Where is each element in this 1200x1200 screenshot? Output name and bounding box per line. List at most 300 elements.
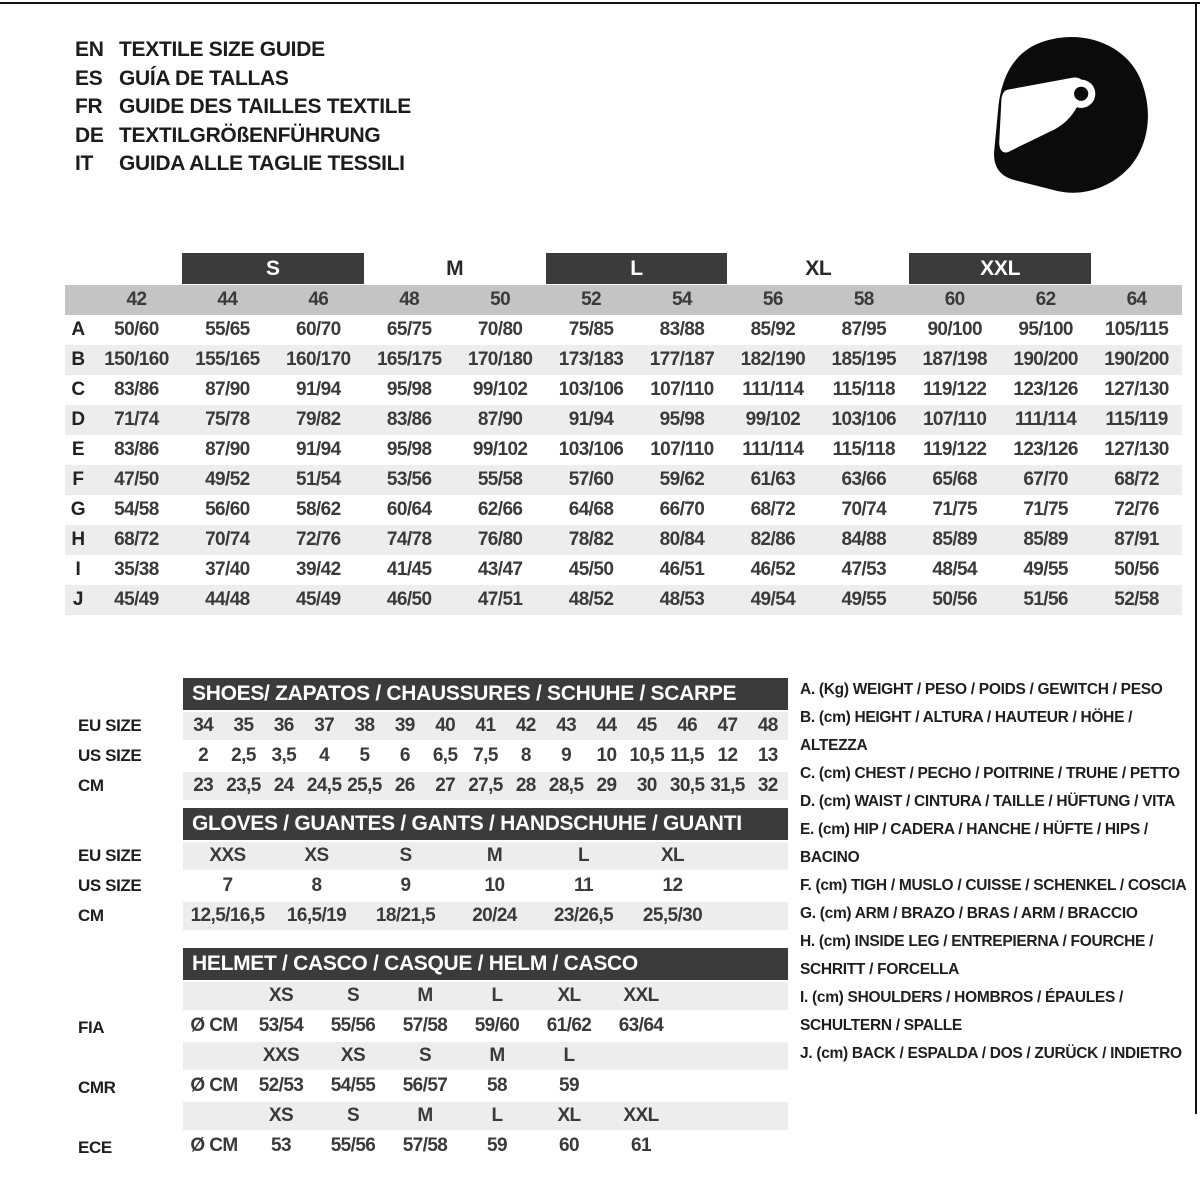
- size-number: 56: [762, 289, 783, 310]
- measurement-cell: 187/198: [922, 349, 987, 370]
- textile-size-table: [65, 252, 1182, 615]
- measurement-cell: 59/62: [659, 469, 705, 490]
- measurement-cell: 65/75: [386, 319, 432, 340]
- language-code: EN: [75, 38, 104, 61]
- shoes-us-row: [183, 742, 788, 770]
- glove-us-size: 8: [311, 875, 322, 896]
- textile-row-g: [65, 495, 1182, 525]
- measurement-cell: 85/89: [932, 529, 977, 550]
- measurement-cell: 95/98: [386, 439, 432, 460]
- measurement-cell: 103/106: [558, 379, 624, 400]
- measurement-cell: 49/52: [205, 469, 250, 490]
- helmet-circumference: 56/57: [402, 1075, 448, 1096]
- measurement-cell: 127/130: [1104, 439, 1169, 460]
- helmet-ece-sizes-row: [183, 1102, 788, 1130]
- helmet-cmr-label: CMR: [78, 1078, 116, 1097]
- shoe-eu-size: 35: [233, 715, 254, 736]
- language-label: GUIDE DES TAILLES TEXTILE: [119, 95, 411, 118]
- measurement-cell: 55/65: [205, 319, 250, 340]
- measurement-cell: 57/60: [568, 469, 614, 490]
- measurement-cell: 190/200: [1104, 349, 1169, 370]
- shoe-us-size: 7,5: [473, 745, 498, 766]
- glove-us-size: 12: [662, 875, 683, 896]
- helmet-circumference: 60: [559, 1135, 579, 1156]
- measurement-cell: 37/40: [205, 559, 250, 580]
- helmet-size: XS: [268, 985, 294, 1006]
- measurement-cell: 107/110: [922, 409, 987, 430]
- measurement-cell: 170/180: [467, 349, 533, 370]
- shoe-us-size: 10,5: [629, 745, 665, 766]
- measurement-cell: 45/49: [296, 589, 341, 610]
- helmet-fia-values-row: [183, 1012, 788, 1040]
- helmet-size: XS: [340, 1045, 366, 1066]
- gloves-cm-row: [183, 902, 788, 930]
- helmet-circumference: 63/64: [618, 1015, 664, 1036]
- shoes-section-header: SHOES/ ZAPATOS / CHAUSSURES / SCHUHE / SCARPE: [183, 678, 788, 710]
- measurement-cell: 56/60: [205, 499, 250, 520]
- shoe-us-size: 4: [319, 745, 330, 766]
- row-key: A: [71, 319, 85, 340]
- shoe-cm-size: 24: [273, 775, 294, 796]
- shoe-us-size: 2: [198, 745, 209, 766]
- shoe-eu-size: 43: [556, 715, 577, 736]
- shoes-cm-label: CM: [78, 776, 104, 795]
- measurement-cell: 185/195: [831, 349, 897, 370]
- measurement-cell: 47/51: [477, 589, 523, 610]
- size-number: 50: [490, 289, 511, 310]
- measurement-cell: 111/114: [1014, 409, 1077, 430]
- language-row-en: [75, 36, 411, 65]
- measurement-cell: 71/75: [1023, 499, 1068, 520]
- helmet-circumference: 61: [631, 1135, 651, 1156]
- legend-item-e: E. (cm) HIP / CADERA / HANCHE / HÜFTE / HIPS / BACINO: [800, 821, 1148, 866]
- shoes-us-size-label: US SIZE: [78, 746, 142, 765]
- shoe-us-size: 9: [561, 745, 572, 766]
- shoe-eu-size: 37: [314, 715, 335, 736]
- language-code: ES: [75, 66, 103, 90]
- measurement-cell: 64/68: [568, 499, 614, 520]
- glove-us-size: 7: [222, 875, 233, 896]
- measurement-cell: 48/54: [932, 559, 977, 580]
- measurement-cell: 83/86: [114, 439, 159, 460]
- glove-eu-size: XL: [660, 845, 685, 866]
- textile-row-h: [65, 525, 1182, 555]
- helmet-circumference: 59/60: [474, 1015, 520, 1036]
- measurement-cell: 35/38: [114, 559, 159, 580]
- glove-eu-size: S: [399, 845, 412, 866]
- racing-helmet-icon: [982, 32, 1154, 194]
- language-label: TEXTILGRÖßENFÜHRUNG: [119, 123, 381, 147]
- measurement-cell: 75/78: [205, 409, 250, 430]
- helmet-size: L: [491, 985, 503, 1006]
- row-key: F: [72, 469, 84, 490]
- measurement-cell: 190/200: [1013, 349, 1078, 370]
- size-number: 62: [1035, 289, 1056, 310]
- glove-cm-size: 16,5/19: [286, 905, 347, 926]
- size-number: 42: [126, 289, 147, 310]
- measurement-cell: 46/51: [659, 559, 705, 580]
- measurement-cell: 127/130: [1104, 379, 1169, 400]
- measurement-cell: 105/115: [1104, 319, 1169, 340]
- measurement-cell: 87/91: [1114, 529, 1159, 550]
- textile-row-i: [65, 555, 1182, 585]
- shoe-us-size: 3,5: [271, 745, 297, 766]
- shoe-eu-size: 45: [636, 715, 657, 736]
- measurement-cell: 90/100: [927, 319, 982, 340]
- measurement-cell: 51/56: [1023, 589, 1068, 610]
- measurement-cell: 76/80: [477, 529, 523, 550]
- shoes-eu-row: [183, 712, 788, 740]
- helmet-circumference: 58: [487, 1075, 507, 1096]
- diameter-cm-unit: Ø CM: [190, 1135, 238, 1156]
- measurement-cell: 47/53: [841, 559, 887, 580]
- legend-item-f: F. (cm) TIGH / MUSLO / CUISSE / SCHENKEL / COSCIA: [800, 877, 1187, 894]
- shoe-eu-size: 34: [193, 715, 214, 736]
- measurement-cell: 70/74: [841, 499, 887, 520]
- measurement-cell: 68/72: [750, 499, 796, 520]
- numeric-sizes-band: [65, 285, 1182, 315]
- language-label: TEXTILE SIZE GUIDE: [119, 38, 325, 61]
- gloves-cm-label: CM: [78, 906, 104, 925]
- glove-cm-size: 18/21,5: [375, 905, 436, 926]
- shoe-us-size: 6: [399, 745, 410, 766]
- glove-eu-size: XXS: [209, 845, 246, 866]
- language-row-it: [75, 150, 411, 179]
- measurement-cell: 49/55: [1023, 559, 1068, 580]
- measurement-cell: 51/54: [296, 469, 341, 490]
- helmet-size: S: [346, 1105, 360, 1126]
- shoe-eu-size: 41: [475, 715, 496, 736]
- gloves-section-header: GLOVES / GUANTES / GANTS / HANDSCHUHE / GUANTI: [183, 808, 788, 840]
- legend-item-h: H. (cm) INSIDE LEG / ENTREPIERNA / FOURCHE / SCHRITT / FORCELLA: [800, 933, 1154, 978]
- helmet-circumference: 59: [559, 1075, 579, 1096]
- measurement-cell: 39/42: [296, 559, 341, 580]
- shoe-cm-size: 23,5: [226, 775, 261, 796]
- helmet-size: M: [417, 1105, 433, 1126]
- helmet-cmr-values-row: [183, 1072, 788, 1100]
- helmet-fia-sizes-row: [183, 982, 788, 1010]
- shoe-us-size: 13: [757, 745, 778, 766]
- size-number: 60: [944, 289, 965, 310]
- measurement-cell: 87/90: [205, 439, 250, 460]
- language-code: FR: [75, 95, 103, 118]
- size-number: 58: [853, 289, 874, 310]
- language-code: DE: [75, 123, 104, 147]
- glove-us-size: 11: [574, 875, 593, 896]
- measurement-cell: 95/100: [1018, 319, 1073, 340]
- helmet-circumference: 53: [271, 1135, 291, 1156]
- row-key: H: [71, 529, 85, 550]
- helmet-circumference: 55/56: [330, 1015, 376, 1036]
- measurement-cell: 83/86: [386, 409, 432, 430]
- measurement-cell: 49/55: [841, 589, 887, 610]
- measurement-cell: 160/170: [286, 349, 351, 370]
- legend-item-a: A. (Kg) WEIGHT / PESO / POIDS / GEWITCH / PESO: [800, 681, 1163, 698]
- measurement-cell: 182/190: [740, 349, 806, 370]
- gloves-eu-size-label: EU SIZE: [78, 846, 142, 865]
- shoe-cm-size: 30: [636, 775, 657, 796]
- measurement-cell: 80/84: [659, 529, 705, 550]
- measurement-cell: 41/45: [386, 559, 432, 580]
- measurement-cell: 45/49: [114, 589, 159, 610]
- shoe-cm-size: 30,5: [669, 775, 705, 796]
- measurement-cell: 91/94: [568, 409, 614, 430]
- glove-cm-size: 12,5/16,5: [190, 905, 265, 926]
- measurement-cell: 62/66: [477, 499, 523, 520]
- measurement-cell: 67/70: [1023, 469, 1068, 490]
- helmet-section-header: HELMET / CASCO / CASQUE / HELM / CASCO: [183, 948, 788, 980]
- helmet-size: XS: [268, 1105, 294, 1126]
- shoe-eu-size: 40: [435, 715, 456, 736]
- measurement-cell: 43/47: [477, 559, 523, 580]
- shoes-eu-size-label: EU SIZE: [78, 716, 142, 735]
- measurement-cell: 177/187: [649, 349, 715, 370]
- measurement-cell: 111/114: [742, 439, 804, 460]
- measurement-cell: 165/175: [376, 349, 442, 370]
- shoe-cm-size: 31,5: [710, 775, 745, 796]
- measurement-cell: 48/53: [659, 589, 705, 610]
- textile-row-d: [65, 405, 1182, 435]
- measurement-legend: [800, 676, 1192, 1068]
- measurement-cell: 87/95: [841, 319, 887, 340]
- measurement-cell: 63/66: [841, 469, 887, 490]
- helmet-size: XXL: [623, 985, 659, 1006]
- size-group-header: [65, 252, 1182, 285]
- measurement-cell: 85/92: [750, 319, 796, 340]
- helmet-size: M: [489, 1045, 505, 1066]
- measurement-cell: 123/126: [1013, 379, 1078, 400]
- measurement-cell: 155/165: [195, 349, 260, 370]
- shoe-us-size: 6,5: [432, 745, 458, 766]
- size-group-xl: XL: [805, 256, 832, 280]
- shoe-cm-size: 26: [394, 775, 415, 796]
- measurement-cell: 71/74: [114, 409, 159, 430]
- measurement-cell: 123/126: [1013, 439, 1078, 460]
- textile-row-a: [65, 315, 1182, 345]
- measurement-cell: 70/80: [477, 319, 523, 340]
- helmet-size: M: [417, 985, 433, 1006]
- helmet-ece-label: ECE: [78, 1138, 112, 1157]
- measurement-cell: 95/98: [659, 409, 705, 430]
- legend-item-c: C. (cm) CHEST / PECHO / POITRINE / TRUHE / PETTO: [800, 765, 1180, 782]
- measurement-cell: 50/56: [932, 589, 977, 610]
- shoe-us-size: 8: [520, 745, 531, 766]
- measurement-cell: 46/50: [386, 589, 432, 610]
- glove-cm-size: 23/26,5: [553, 905, 614, 926]
- measurement-cell: 87/90: [477, 409, 523, 430]
- measurement-cell: 45/50: [568, 559, 614, 580]
- legend-item-g: G. (cm) ARM / BRAZO / BRAS / ARM / BRACCIO: [800, 905, 1138, 922]
- legend-item-i: I. (cm) SHOULDERS / HOMBROS / ÉPAULES / SCHULTERN / SPALLE: [800, 989, 1124, 1034]
- measurement-cell: 61/63: [750, 469, 796, 490]
- size-group-xxl: XXL: [909, 253, 1091, 284]
- language-row-es: [75, 65, 411, 94]
- helmet-circumference: 53/54: [258, 1015, 304, 1036]
- measurement-cell: 68/72: [114, 529, 159, 550]
- glove-us-size: 9: [400, 875, 411, 896]
- measurement-cell: 99/102: [472, 439, 528, 460]
- measurement-cell: 60/70: [296, 319, 341, 340]
- gloves-section: [183, 808, 788, 930]
- row-key: I: [75, 559, 81, 580]
- shoe-cm-size: 25,5: [347, 775, 382, 796]
- size-number: 44: [217, 289, 238, 310]
- helmet-size: S: [418, 1045, 432, 1066]
- row-key: B: [71, 349, 85, 370]
- measurement-cell: 75/85: [568, 319, 614, 340]
- measurement-cell: 99/102: [472, 379, 528, 400]
- shoe-us-size: 10: [596, 745, 617, 766]
- measurement-cell: 173/183: [558, 349, 624, 370]
- measurement-cell: 79/82: [296, 409, 341, 430]
- helmet-circumference: 59: [487, 1135, 507, 1156]
- glove-eu-size: L: [577, 845, 589, 866]
- measurement-cell: 49/54: [750, 589, 796, 610]
- shoe-eu-size: 38: [354, 715, 375, 736]
- row-key: J: [72, 589, 84, 610]
- helmet-section: [183, 948, 788, 1160]
- row-key: E: [71, 439, 85, 460]
- diameter-cm-unit: Ø CM: [190, 1015, 238, 1036]
- helmet-circumference: 54/55: [330, 1075, 376, 1096]
- top-border-line: [0, 2, 1200, 4]
- size-group-m: M: [446, 256, 464, 280]
- measurement-cell: 83/88: [659, 319, 705, 340]
- shoe-us-size: 2,5: [231, 745, 256, 766]
- glove-us-size: 10: [484, 875, 505, 896]
- helmet-circumference: 52/53: [258, 1075, 304, 1096]
- helmet-ece-values-row: [183, 1132, 788, 1160]
- measurement-cell: 52/58: [1114, 589, 1159, 610]
- language-code: IT: [75, 152, 94, 175]
- gloves-eu-row: [183, 842, 788, 870]
- shoe-eu-size: 46: [677, 715, 698, 736]
- measurement-cell: 66/70: [659, 499, 705, 520]
- measurement-cell: 60/64: [386, 499, 432, 520]
- shoe-us-size: 5: [359, 745, 370, 766]
- legend-item-j: J. (cm) BACK / ESPALDA / DOS / ZURÜCK / INDIETRO: [800, 1045, 1182, 1062]
- measurement-cell: 48/52: [568, 589, 614, 610]
- measurement-cell: 78/82: [568, 529, 614, 550]
- size-number: 48: [399, 289, 420, 310]
- measurement-cell: 115/119: [1105, 409, 1168, 430]
- shoe-cm-size: 32: [757, 775, 778, 796]
- textile-row-c: [65, 375, 1182, 405]
- glove-cm-size: 20/24: [472, 905, 517, 926]
- language-title-block: [75, 36, 411, 179]
- helmet-size: L: [491, 1105, 503, 1126]
- measurement-cell: 111/114: [742, 379, 804, 400]
- shoe-cm-size: 29: [596, 775, 617, 796]
- diameter-cm-unit: Ø CM: [190, 1075, 238, 1096]
- measurement-cell: 72/76: [1114, 499, 1159, 520]
- size-group-l: L: [546, 253, 728, 284]
- measurement-cell: 119/122: [922, 439, 987, 460]
- legend-item-d: D. (cm) WAIST / CINTURA / TAILLE / HÜFTUNG / VITA: [800, 793, 1176, 810]
- measurement-cell: 95/98: [386, 379, 432, 400]
- legend-item-b: B. (cm) HEIGHT / ALTURA / HAUTEUR / HÖHE / ALTEZZA: [800, 709, 1133, 754]
- helmet-size: L: [563, 1045, 575, 1066]
- shoe-cm-size: 28: [515, 775, 536, 796]
- textile-row-b: [65, 345, 1182, 375]
- measurement-cell: 84/88: [841, 529, 887, 550]
- textile-row-e: [65, 435, 1182, 465]
- measurement-cell: 44/48: [205, 589, 250, 610]
- measurement-cell: 85/89: [1023, 529, 1068, 550]
- language-label: GUIDA ALLE TAGLIE TESSILI: [119, 152, 405, 175]
- measurement-cell: 83/86: [114, 379, 159, 400]
- shoe-eu-size: 36: [273, 715, 294, 736]
- shoe-eu-size: 39: [394, 715, 415, 736]
- shoe-eu-size: 47: [717, 715, 738, 736]
- measurement-cell: 103/106: [558, 439, 624, 460]
- measurement-cell: 72/76: [296, 529, 341, 550]
- helmet-size: XXL: [623, 1105, 659, 1126]
- measurement-cell: 91/94: [296, 379, 341, 400]
- gloves-us-size-label: US SIZE: [78, 876, 142, 895]
- measurement-cell: 82/86: [750, 529, 796, 550]
- textile-row-j: [65, 585, 1182, 615]
- measurement-cell: 71/75: [932, 499, 977, 520]
- helmet-size: XXS: [262, 1045, 300, 1066]
- measurement-cell: 70/74: [205, 529, 250, 550]
- measurement-cell: 150/160: [104, 349, 169, 370]
- language-row-fr: [75, 93, 411, 122]
- shoe-eu-size: 44: [596, 715, 617, 736]
- measurement-cell: 74/78: [386, 529, 432, 550]
- measurement-cell: 107/110: [650, 439, 714, 460]
- measurement-cell: 54/58: [114, 499, 159, 520]
- helmet-size: XL: [557, 985, 581, 1006]
- language-label: GUÍA DE TALLAS: [119, 66, 289, 90]
- measurement-cell: 115/118: [832, 379, 895, 400]
- size-number: 46: [308, 289, 329, 310]
- measurement-cell: 99/102: [745, 409, 801, 430]
- shoes-cm-row: [183, 772, 788, 800]
- language-row-de: [75, 122, 411, 151]
- size-group-s: S: [182, 253, 364, 284]
- measurement-cell: 50/60: [114, 319, 159, 340]
- helmet-circumference: 57/58: [402, 1135, 448, 1156]
- textile-row-f: [65, 465, 1182, 495]
- size-number: 64: [1126, 289, 1147, 310]
- shoe-cm-size: 28,5: [548, 775, 584, 796]
- measurement-cell: 87/90: [205, 379, 250, 400]
- measurement-cell: 103/106: [831, 409, 897, 430]
- measurement-cell: 58/62: [296, 499, 341, 520]
- gloves-us-row: [183, 872, 788, 900]
- size-number: 52: [581, 289, 601, 310]
- helmet-cmr-sizes-row: [183, 1042, 788, 1070]
- measurement-cell: 50/56: [1114, 559, 1159, 580]
- measurement-cell: 119/122: [922, 379, 987, 400]
- helmet-size: S: [346, 985, 360, 1006]
- shoe-cm-size: 24,5: [306, 775, 342, 796]
- helmet-circumference: 55/56: [330, 1135, 376, 1156]
- shoe-cm-size: 27: [435, 775, 456, 796]
- size-number: 54: [671, 289, 692, 310]
- glove-eu-size: XS: [304, 845, 329, 866]
- measurement-cell: 107/110: [650, 379, 714, 400]
- measurement-cell: 46/52: [750, 559, 796, 580]
- shoe-cm-size: 23: [193, 775, 214, 796]
- row-key: C: [71, 379, 85, 400]
- helmet-fia-label: FIA: [78, 1018, 105, 1037]
- measurement-cell: 68/72: [1114, 469, 1159, 490]
- glove-eu-size: M: [486, 845, 503, 866]
- measurement-cell: 53/56: [386, 469, 432, 490]
- shoe-eu-size: 48: [757, 715, 778, 736]
